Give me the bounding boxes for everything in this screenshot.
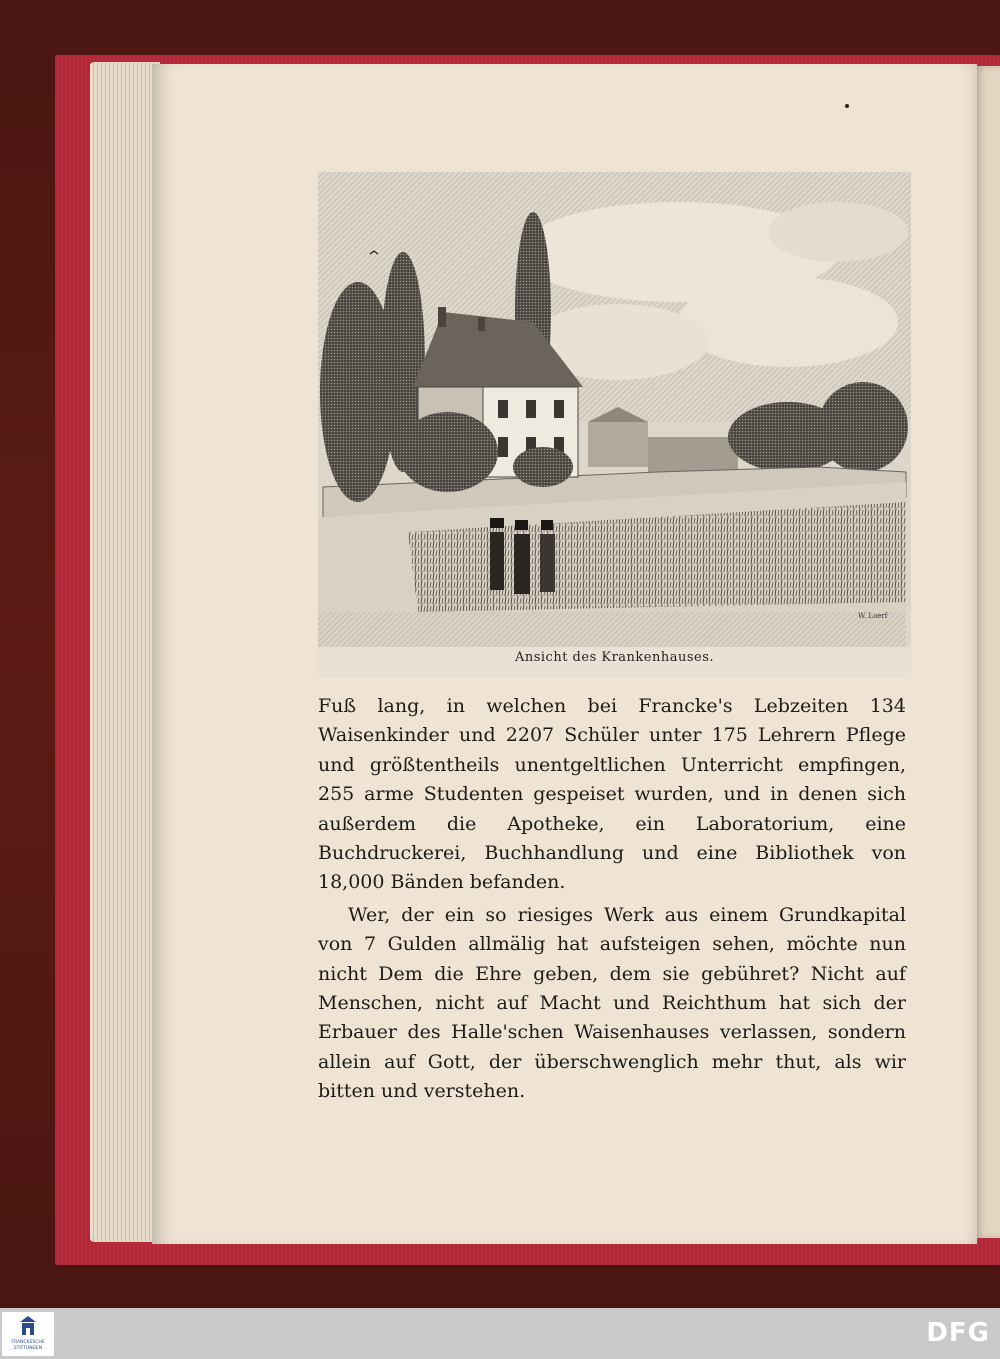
house-window xyxy=(526,400,536,418)
chimney xyxy=(478,317,485,331)
viewer-footer-bar xyxy=(0,1308,1000,1359)
top-hat xyxy=(515,520,528,530)
paragraph: Fuß lang, in welchen bei Francke's Lebzeiten 134 Waisenkinder und 2207 Schüler unter 175 Lehrern Pflege und größtentheils unentgeltlichen Unterricht empfingen, 255 arme Studenten gespeiset wurden, und in denen sich außerdem die Apotheke, ein Laboratorium, eine Buchdruckerei, Buchhandlung und eine Bibliothek von 18,000 Bänden befanden. xyxy=(318,695,906,894)
top-hat xyxy=(490,518,504,528)
house-window xyxy=(554,400,564,418)
distant-trees xyxy=(818,382,908,472)
distant-building xyxy=(588,422,648,467)
figure-person xyxy=(540,534,555,592)
engraver-signature: W. Loerf xyxy=(858,612,888,620)
distant-building xyxy=(648,437,738,472)
chimney xyxy=(438,307,446,327)
page-edges xyxy=(90,62,160,1242)
hospital-engraving xyxy=(318,172,911,647)
building-icon xyxy=(20,1316,36,1338)
paragraph: Wer, der ein so riesiges Werk aus einem Grundkapital von 7 Gulden allmälig hat aufsteigen sehen, möchte nun nicht Dem die Ehre geben, dem sie gebühret? Nicht auf Menschen, nicht auf Macht und Reichthum hat sich der Erbauer des Halle'schen Waisenhauses verlassen, sondern allein auf Gott, der überschwenglich mehr thut, als wir bitten und verstehen. xyxy=(318,903,906,1103)
cloud xyxy=(678,277,898,367)
bushes xyxy=(513,447,573,487)
facing-page-edge xyxy=(975,66,1000,1238)
franckesche-stiftungen-logo[interactable] xyxy=(2,1312,54,1356)
bushes xyxy=(398,412,498,492)
engraving-illustration xyxy=(318,172,911,677)
body-text xyxy=(318,692,906,1107)
house-window xyxy=(498,437,508,457)
figure-person xyxy=(490,532,504,590)
figure-caption: Ansicht des Krankenhauses. xyxy=(514,650,715,665)
top-hat xyxy=(541,520,553,530)
ink-speck xyxy=(845,104,849,108)
figure-person xyxy=(514,534,530,594)
house-window xyxy=(498,400,508,418)
dfg-logo[interactable]: DFG xyxy=(926,1318,990,1348)
logo-text: FRANCKESCHE STIFTUNGEN xyxy=(11,1340,45,1351)
foreground-path xyxy=(318,612,906,647)
cloud xyxy=(768,202,908,262)
